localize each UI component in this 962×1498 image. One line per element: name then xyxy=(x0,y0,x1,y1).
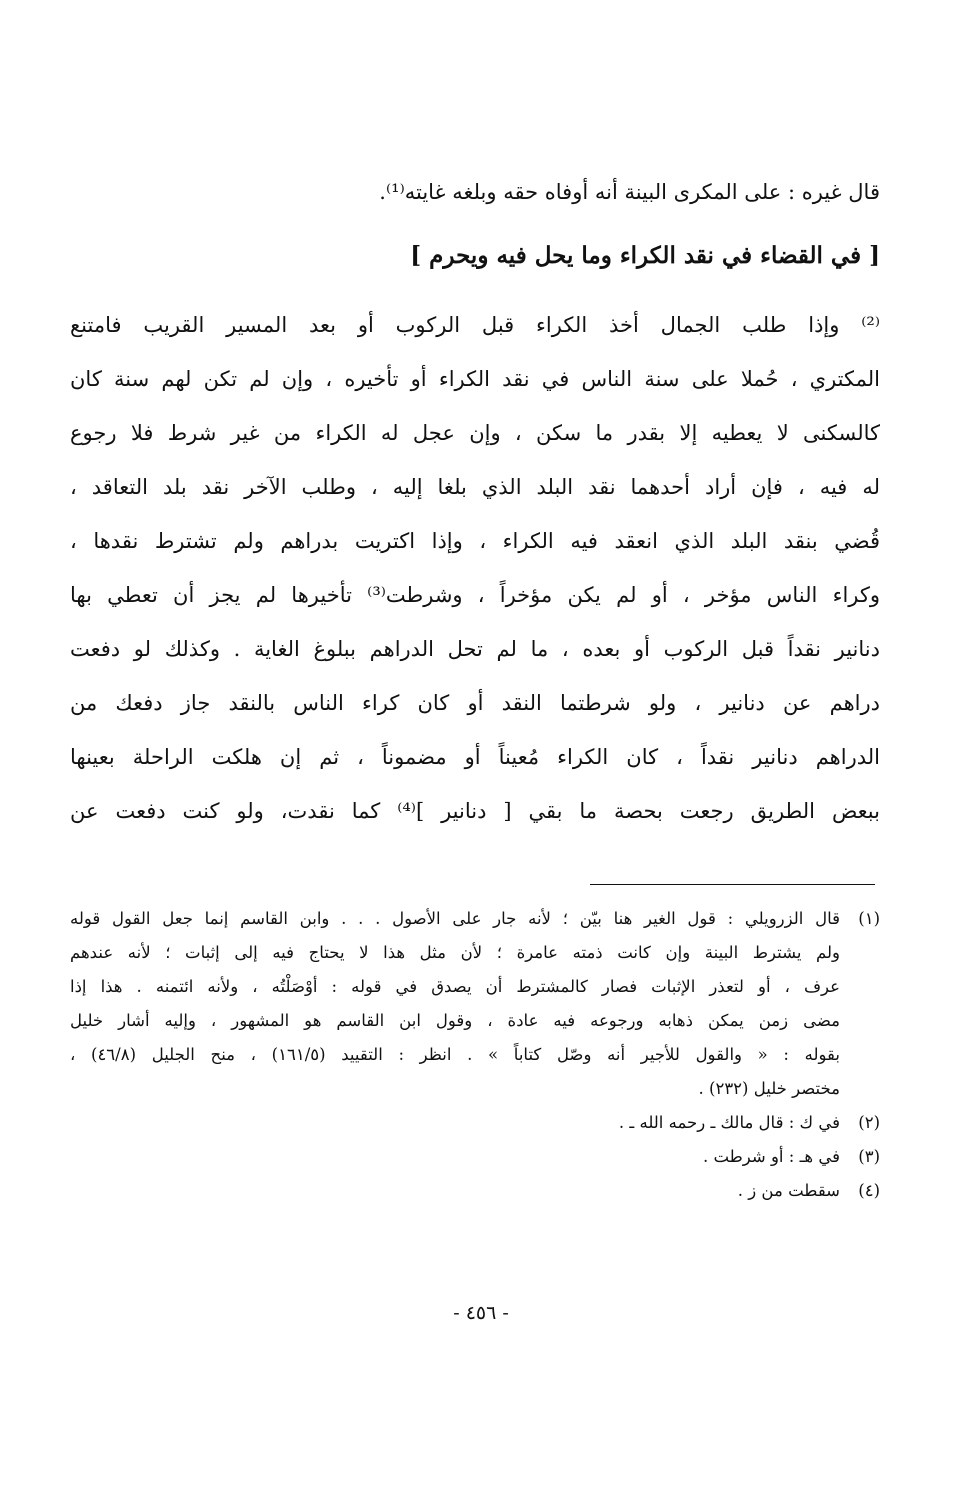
footnote-1-line: ولم يشترط البينة وإن كانت ذمته عامرة ؛ لأن مثل هذا لا يحتاج فيه إلى إثبات ؛ لأنه عندهم xyxy=(70,943,840,962)
footnotes xyxy=(70,902,880,1208)
footnote-text: في ك : قال مالك ـ رحمه الله ـ . xyxy=(618,1113,840,1132)
body-line: ببعض الطريق رجعت بحصة ما بقي [ دنانير ]⁽⁴⁾ كما نقدت، ولو كنت دفعت عن xyxy=(70,799,880,823)
footnote-1-line: مضى زمن يمكن ذهابه ورجوعه فيه عادة ، وقول ابن القاسم هو المشهور ، وإليه أشار خليل xyxy=(70,1011,840,1030)
footnote-number: (٣) xyxy=(858,1147,880,1166)
footnote-1-line: مختصر خليل (٢٣٢) . xyxy=(698,1079,840,1098)
body-paragraph xyxy=(70,298,880,838)
footnote-1-line xyxy=(70,902,880,936)
footnote-3 xyxy=(70,1140,880,1174)
footnote-number: (٢) xyxy=(858,1113,880,1132)
body-line: الدراهم دنانير نقداً ، كان الكراء مُعيناً أو مضموناً ، ثم إن هلكت الراحلة بعينها xyxy=(70,745,880,769)
footnote-1-line: عرف ، أو لتعذر الإثبات فصار كالمشترط أن يصدق في قوله : أوْصَلْتُه ، ولأنه ائتمنه . هذا إذا xyxy=(70,977,841,996)
footnote-number: (٤) xyxy=(858,1181,880,1200)
footnote-text: قال الزرويلي : قول الغير هنا بيّن ؛ لأنه جار على الأصول . . . وابن القاسم إنما جعل القول قوله xyxy=(70,909,840,928)
body-line: وكراء الناس مؤخر ، أو لم يكن مؤخراً ، وشرطت⁽³⁾ تأخيرها لم يجز أن تعطي بها xyxy=(70,583,880,607)
body-line: له فيه ، فإن أراد أحدهما نقد البلد الذي بلغا إليه ، وطلب الآخر نقد بلد التعاقد ، xyxy=(70,475,880,499)
body-line: كالسكنى لا يعطيه إلا بقدر ما سكن ، وإن عجل له الكراء من غير شرط فلا رجوع xyxy=(70,421,880,445)
page-number: - ٤٥٦ - xyxy=(453,1302,509,1324)
intro-line: قال غيره : على المكرى البينة أنه أوفاه حقه وبلغه غايته⁽¹⁾. xyxy=(379,180,880,204)
body-line: ⁽²⁾ وإذا طلب الجمال أخذ الكراء قبل الركوب أو بعد المسير القريب فامتنع xyxy=(70,313,880,337)
body-line: المكتري ، حُملا على سنة الناس في نقد الكراء أو تأخيره ، وإن لم تكن لهم سنة كان xyxy=(70,367,880,391)
footnote-4 xyxy=(70,1174,880,1208)
footnote-number: (١) xyxy=(858,909,880,928)
footnote-text: في هـ : أو شرطت . xyxy=(702,1147,840,1166)
body-line: قُضي بنقد البلد الذي انعقد فيه الكراء ، وإذا اكتريت بدراهم ولم تشترط نقدها ، xyxy=(70,529,880,553)
footnote-2 xyxy=(70,1106,880,1140)
body-line: دراهم عن دنانير ، ولو شرطتما النقد أو كان كراء الناس بالنقد جاز دفعك من xyxy=(70,691,880,715)
body-line: دنانير نقداً قبل الركوب أو بعده ، ما لم تحل الدراهم ببلوغ الغاية . وكذلك لو دفعت xyxy=(70,637,880,661)
footnote-1-line: بقوله : « والقول للأجير أنه وصّل كتاباً » . انظر : التقييد (١٦١/٥) ، منح الجليل (٤٦/٨) ، xyxy=(70,1045,840,1064)
footnote-separator xyxy=(590,884,875,885)
footnote-text: سقطت من ز . xyxy=(737,1181,840,1200)
section-heading: [ في القضاء في نقد الكراء وما يحل فيه ويحرم ] xyxy=(410,242,880,269)
